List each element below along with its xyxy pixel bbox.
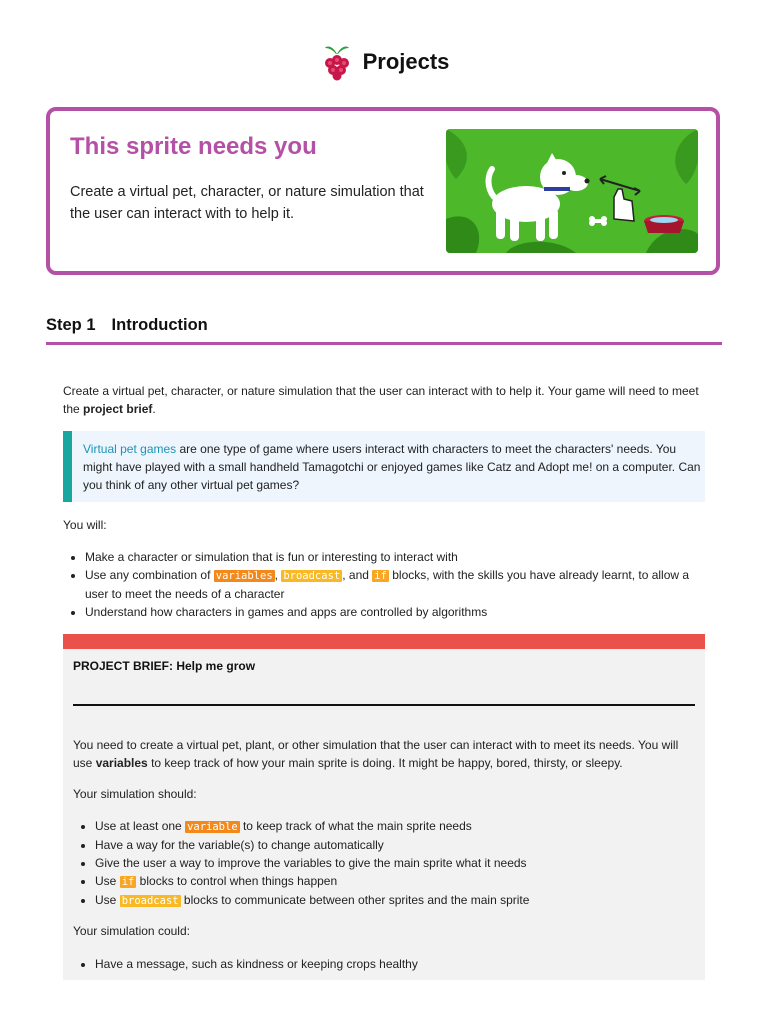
list-item-text: , bbox=[274, 568, 282, 582]
brief-divider bbox=[73, 704, 695, 706]
list-item-text: Give the user a way to improve the variables to give the main sprite what it needs bbox=[95, 856, 527, 870]
raspberry-pi-logo-icon[interactable] bbox=[319, 42, 355, 82]
list-item-text: blocks to control when things happen bbox=[136, 874, 338, 888]
intro-end: . bbox=[152, 402, 156, 416]
virtual-pet-games-link[interactable]: Virtual pet games bbox=[83, 442, 177, 456]
brief-text: to keep track of how your main sprite is doing. It might be happy, bored, thirsty, or sleepy. bbox=[147, 756, 623, 770]
if-code-tag: if bbox=[121, 876, 135, 888]
should-list bbox=[73, 817, 698, 910]
if-code-tag: if bbox=[374, 570, 387, 582]
broadcast-code-tag: broadcast bbox=[283, 570, 341, 582]
project-description: Create a virtual pet, character, or nature simulation that the user can interact with to help it. bbox=[70, 184, 424, 222]
variable-code-tag: variable bbox=[187, 821, 238, 833]
list-item-text: to keep track of what the main sprite needs bbox=[239, 819, 472, 833]
broadcast-code-tag: broadcast bbox=[121, 895, 179, 907]
step-divider bbox=[46, 342, 722, 345]
project-title: This sprite needs you bbox=[70, 133, 317, 160]
list-item bbox=[95, 854, 698, 872]
intro-text: Create a virtual pet, character, or nature simulation that the user can interact with to help it. Your game will need to meet the bbox=[63, 384, 699, 416]
list-item-text: blocks, with the skills you have already learnt, to allow a user to meet the needs of a character bbox=[85, 568, 690, 601]
intro-paragraph bbox=[63, 382, 713, 418]
list-item bbox=[85, 603, 703, 621]
list-item-text: , and bbox=[342, 568, 373, 582]
list-item-text: Understand how characters in games and apps are controlled by algorithms bbox=[85, 605, 488, 619]
info-callout bbox=[63, 431, 705, 502]
brief-color-bar bbox=[63, 634, 705, 649]
could-list bbox=[73, 955, 698, 973]
brief-title: PROJECT BRIEF: Help me grow bbox=[73, 659, 256, 673]
list-item-text: blocks to communicate between other sprites and the main sprite bbox=[180, 893, 530, 907]
brief-paragraph bbox=[73, 736, 698, 772]
step-heading bbox=[46, 316, 208, 335]
list-item bbox=[95, 836, 698, 854]
list-item bbox=[85, 566, 703, 603]
should-heading: Your simulation should: bbox=[73, 787, 197, 801]
could-heading: Your simulation could: bbox=[73, 924, 190, 938]
list-item-text: Have a way for the variable(s) to change automatically bbox=[95, 838, 384, 852]
list-item-text: Make a character or simulation that is fun or interesting to interact with bbox=[85, 550, 458, 564]
list-item bbox=[95, 891, 698, 910]
site-brand[interactable]: Projects bbox=[362, 49, 450, 74]
list-item-text: Use bbox=[95, 893, 120, 907]
step-name: Introduction bbox=[111, 316, 208, 334]
project-hero-card bbox=[46, 107, 720, 275]
list-item bbox=[95, 817, 698, 836]
you-will-list bbox=[63, 548, 703, 621]
variables-code-tag: variables bbox=[215, 570, 273, 582]
list-item bbox=[85, 548, 703, 566]
intro-bold: project brief bbox=[83, 402, 153, 416]
project-hero-image bbox=[446, 129, 698, 253]
brief-bold: variables bbox=[95, 756, 148, 770]
site-header bbox=[0, 40, 768, 84]
project-brief-box bbox=[63, 634, 705, 980]
list-item bbox=[95, 955, 698, 973]
list-item-text: Have a message, such as kindness or keeping crops healthy bbox=[95, 957, 418, 971]
list-item bbox=[95, 872, 698, 891]
brief-text: You need to create a virtual pet, plant, or other simulation that the user can interact with to meet its needs. You will use bbox=[73, 738, 679, 770]
list-item-text: Use at least one bbox=[95, 819, 186, 833]
you-will-heading: You will: bbox=[63, 518, 107, 532]
callout-text: are one type of game where users interact with characters to meet the characters' needs. You might have played with a small handheld Tamagotchi or enjoyed games like Catz and Adopt me! on a computer. Can you think of any other virtual pet games? bbox=[83, 442, 701, 492]
list-item-text: Use bbox=[95, 874, 120, 888]
step-number: Step 1 bbox=[46, 316, 96, 334]
list-item-text: Use any combination of bbox=[85, 568, 214, 582]
